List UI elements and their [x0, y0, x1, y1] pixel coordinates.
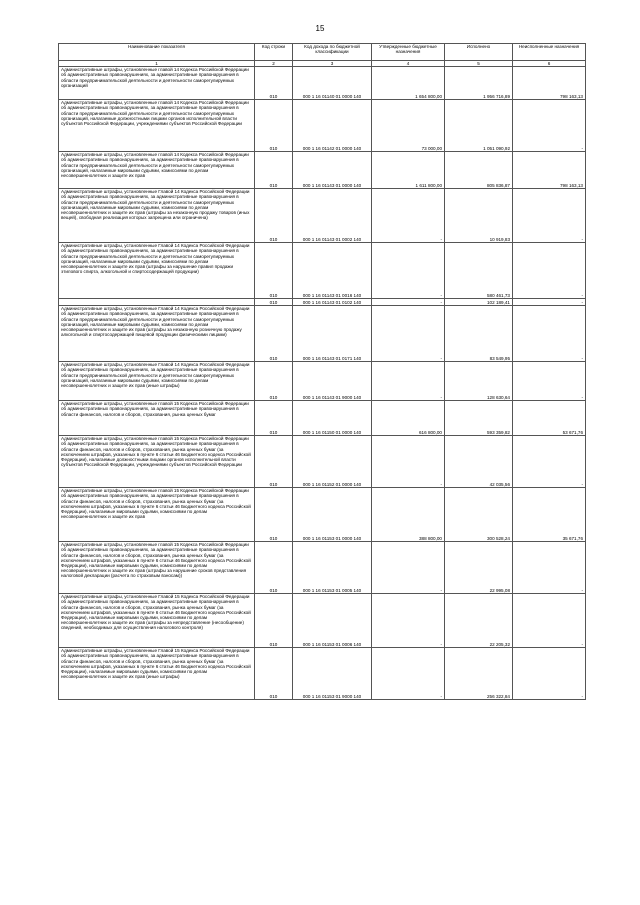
row-kbk: 000 1 16 01143 01 0016 140: [293, 243, 372, 299]
row-name: Административные штрафы, установленные Главой 14 Кодекса Российской Федерации об административных правонарушениях, за административные правонарушения в области предпринимательской деятельности и деятельности саморегулируемых организаций, налагаемые мировыми судьями, комиссиями по делам несовершеннолетних и защите их прав (иные штрафы): [59, 362, 255, 401]
row-kbk: 000 1 16 01143 01 0102 140: [293, 299, 372, 306]
row-unexecuted: -: [513, 648, 586, 700]
row-code: 010: [255, 306, 293, 362]
row-approved: -: [372, 542, 445, 594]
row-code: 010: [255, 67, 293, 100]
row-kbk: 000 1 16 01143 01 0171 140: [293, 306, 372, 362]
row-executed: 102 189,41: [445, 299, 513, 306]
header-executed: Исполнено: [445, 44, 513, 61]
table-row: [59, 152, 586, 189]
row-kbk: 000 1 16 01142 01 0000 140: [293, 100, 372, 152]
row-unexecuted: 35 671,76: [513, 488, 586, 542]
row-code: 010: [255, 648, 293, 700]
row-name: Административные штрафы, установленные главой 15 Кодекса Российской Федерации об административных правонарушениях, за административные правонарушения в области финансов, налогов и сборов, страхования, рынка ценных бумаг (за исключением штрафов, указанных в пункте 6 статьи 46 Бюджетного кодекса Российской Федерации), налагаемые мировыми судьями, комиссиями по делам несовершеннолетних и защите их прав (штрафы за нарушение сроков представления налоговой декларации (расчета по страховым взносам)): [59, 542, 255, 594]
row-code: 010: [255, 542, 293, 594]
row-name: Административные штрафы, установленные главой 14 Кодекса Российской Федерации об административных правонарушениях, за административные правонарушения в области предпринимательской деятельности и деятельности саморегулируемых организаций, налагаемые мировыми судьями, комиссиями по делам несовершеннолетних и защите их прав: [59, 152, 255, 189]
row-kbk: 000 1 16 01153 01 9000 140: [293, 648, 372, 700]
row-executed: 128 630,64: [445, 362, 513, 401]
row-unexecuted: -: [513, 243, 586, 299]
header-approved: Утвержденные бюджетные назначения: [372, 44, 445, 61]
row-code: 010: [255, 436, 293, 488]
row-code: 010: [255, 243, 293, 299]
row-kbk: 000 1 16 01152 01 0000 140: [293, 436, 372, 488]
table-row: [59, 436, 586, 488]
row-approved: -: [372, 243, 445, 299]
row-unexecuted: -: [513, 436, 586, 488]
row-kbk: 000 1 16 01153 01 0005 140: [293, 542, 372, 594]
row-approved: -: [372, 306, 445, 362]
table-row: [59, 243, 586, 299]
row-executed: 1 956 716,89: [445, 67, 513, 100]
table-row: [59, 401, 586, 436]
row-code: 010: [255, 401, 293, 436]
header-name: Наименование показателя: [59, 44, 255, 61]
row-kbk: 000 1 16 01153 01 0000 140: [293, 488, 372, 542]
page-number: 15: [315, 24, 325, 33]
header-row: [59, 44, 586, 61]
row-unexecuted: 798 163,13: [513, 152, 586, 189]
row-unexecuted: -: [513, 189, 586, 243]
row-kbk: 000 1 16 01143 01 0000 140: [293, 152, 372, 189]
row-executed: 42 035,56: [445, 436, 513, 488]
table-row: [59, 648, 586, 700]
row-approved: 1 654 800,00: [372, 67, 445, 100]
row-executed: 300 528,24: [445, 488, 513, 542]
row-kbk: 000 1 16 01153 01 0006 140: [293, 594, 372, 648]
row-code: 010: [255, 488, 293, 542]
row-code: 010: [255, 189, 293, 243]
table-row: [59, 362, 586, 401]
row-executed: 1 051 090,92: [445, 100, 513, 152]
row-unexecuted: -: [513, 100, 586, 152]
row-kbk: 000 1 16 01140 01 0000 140: [293, 67, 372, 100]
column-number: 2: [255, 61, 293, 67]
row-kbk: 000 1 16 01143 01 0002 140: [293, 189, 372, 243]
row-unexecuted: -: [513, 299, 586, 306]
row-code: 010: [255, 100, 293, 152]
row-approved: 1 611 800,00: [372, 152, 445, 189]
row-unexecuted: 53 671,76: [513, 401, 586, 436]
row-approved: -: [372, 648, 445, 700]
table-row: [59, 189, 586, 243]
row-name: Административные штрафы, установленные Главой 14 Кодекса Российской Федерации об административных правонарушениях, за административные правонарушения в области предпринимательской деятельности и деятельности саморегулируемых организаций, налагаемые мировыми судьями, комиссиями по делам несовершеннолетних и защите их прав (штрафы за незаконную розничную продажу алкогольной и спиртосодержащей пищевой продукции физическими лицами): [59, 306, 255, 362]
row-name: Административные штрафы, установленные главой 15 Кодекса Российской Федерации об административных правонарушениях, за административные правонарушения в области финансов, налогов и сборов, страхования, рынка ценных бумаг: [59, 401, 255, 436]
row-code: 010: [255, 152, 293, 189]
row-approved: -: [372, 299, 445, 306]
row-kbk: 000 1 16 01143 01 9000 140: [293, 362, 372, 401]
row-executed: 256 322,84: [445, 648, 513, 700]
table-row: [59, 542, 586, 594]
row-kbk: 000 1 16 01150 01 0000 140: [293, 401, 372, 436]
column-number: 3: [293, 61, 372, 67]
row-executed: 805 836,87: [445, 152, 513, 189]
row-unexecuted: -: [513, 306, 586, 362]
row-name: Административные штрафы, установленные Главой 14 Кодекса Российской Федерации об административных правонарушениях, за административные правонарушения в области предпринимательской деятельности и деятельности саморегулируемых организаций, налагаемые мировыми судьями, комиссиями по делам несовершеннолетних и защите их прав (штрафы за нарушение правил продажи этилового спирта, алкогольной и спиртосодержащей продукции): [59, 243, 255, 299]
row-name: Административные штрафы, установленные главой 15 Кодекса Российской Федерации об административных правонарушениях, за административные правонарушения в области финансов, налогов и сборов, страхования, рынка ценных бумаг (за исключением штрафов, указанных в пункте 6 статьи 46 Бюджетного кодекса Российской Федерации), налагаемые должностными лицами органов исполнительной власти субъектов Российской Федерации, учреждениями субъектов Российской Федерации: [59, 436, 255, 488]
row-name: Административные штрафы, установленные главой 15 Кодекса Российской Федерации об административных правонарушениях, за административные правонарушения в области финансов, налогов и сборов, страхования, рынка ценных бумаг (за исключением штрафов, указанных в пункте 6 статьи 46 Бюджетного кодекса Российской Федерации), налагаемые мировыми судьями, комиссиями по делам несовершеннолетних и защите их прав: [59, 488, 255, 542]
row-code: 010: [255, 362, 293, 401]
row-name: Административные штрафы, установленные Главой 14 Кодекса Российской Федерации об административных правонарушениях, за административные правонарушения в области предпринимательской деятельности и деятельности саморегулируемых организаций, налагаемые мировыми судьями, комиссиями по делам несовершеннолетних и защите их прав (штрафы за незаконную продажу товаров (иных вещей), свободная реализация которых запрещена или ограничена): [59, 189, 255, 243]
row-executed: 83 549,95: [445, 306, 513, 362]
header-code: Код строки: [255, 44, 293, 61]
row-name: Административные штрафы, установленные Главой 15 Кодекса Российской Федерации об административных правонарушениях, за административные правонарушения в области финансов, налогов и сборов, страхования, рынка ценных бумаг (за исключением штрафов, указанных в пункте 6 статьи 46 Бюджетного кодекса Российской Федерации), налагаемые мировыми судьями, комиссиями по делам несовершеннолетних и защите их прав (иные штрафы): [59, 648, 255, 700]
row-approved: -: [372, 594, 445, 648]
row-name: Административные штрафы, установленные Главой 15 Кодекса Российской Федерации об административных правонарушениях, за административные правонарушения в области финансов, налогов и сборов, страхования, рынка ценных бумаг (за исключением штрафов, указанных в пункте 6 статьи 46 Бюджетного кодекса Российской Федерации), налагаемые мировыми судьями, комиссиями по делам несовершеннолетних и защите их прав (штрафы за непредставление (несообщение) сведений, необходимых для осуществления налогового контроля): [59, 594, 255, 648]
row-approved: -: [372, 436, 445, 488]
row-unexecuted: 798 163,13: [513, 67, 586, 100]
header-unexecuted: Неисполненные назначения: [513, 44, 586, 61]
column-number: 5: [445, 61, 513, 67]
header-kbk: Код дохода по бюджетной классификации: [293, 44, 372, 61]
row-name: Административные штрафы, установленные главой 14 Кодекса Российской Федерации об административных правонарушениях, за административные правонарушения в области предпринимательской деятельности и деятельности саморегулируемых организаций, налагаемые должностными лицами органов исполнительной власти субъектов Российской Федерации, учреждениями субъектов Российской Федерации: [59, 100, 255, 152]
row-name: Административные штрафы, установленные главой 14 Кодекса Российской Федерации об административных правонарушениях, за административные правонарушения в области предпринимательской деятельности и деятельности саморегулируемых организаций: [59, 67, 255, 100]
row-unexecuted: -: [513, 594, 586, 648]
row-code: 010: [255, 299, 293, 306]
table-row: [59, 306, 586, 362]
row-executed: 10 919,83: [445, 189, 513, 243]
row-executed: 593 359,82: [445, 401, 513, 436]
row-executed: 22 205,32: [445, 594, 513, 648]
row-approved: -: [372, 362, 445, 401]
row-code: 010: [255, 594, 293, 648]
row-executed: 580 461,73: [445, 243, 513, 299]
revenue-table: [58, 43, 586, 700]
row-unexecuted: -: [513, 542, 586, 594]
column-number: 6: [513, 61, 586, 67]
row-approved: 616 800,00: [372, 401, 445, 436]
column-number: 1: [59, 61, 255, 67]
table-row: [59, 594, 586, 648]
row-approved: -: [372, 189, 445, 243]
table-row: [59, 488, 586, 542]
table-row: [59, 67, 586, 100]
row-name: [59, 299, 255, 306]
row-unexecuted: -: [513, 362, 586, 401]
table-row: [59, 299, 586, 306]
table-row: [59, 100, 586, 152]
row-executed: 22 995,08: [445, 542, 513, 594]
row-approved: 73 000,00: [372, 100, 445, 152]
column-number: 4: [372, 61, 445, 67]
row-approved: 388 800,00: [372, 488, 445, 542]
